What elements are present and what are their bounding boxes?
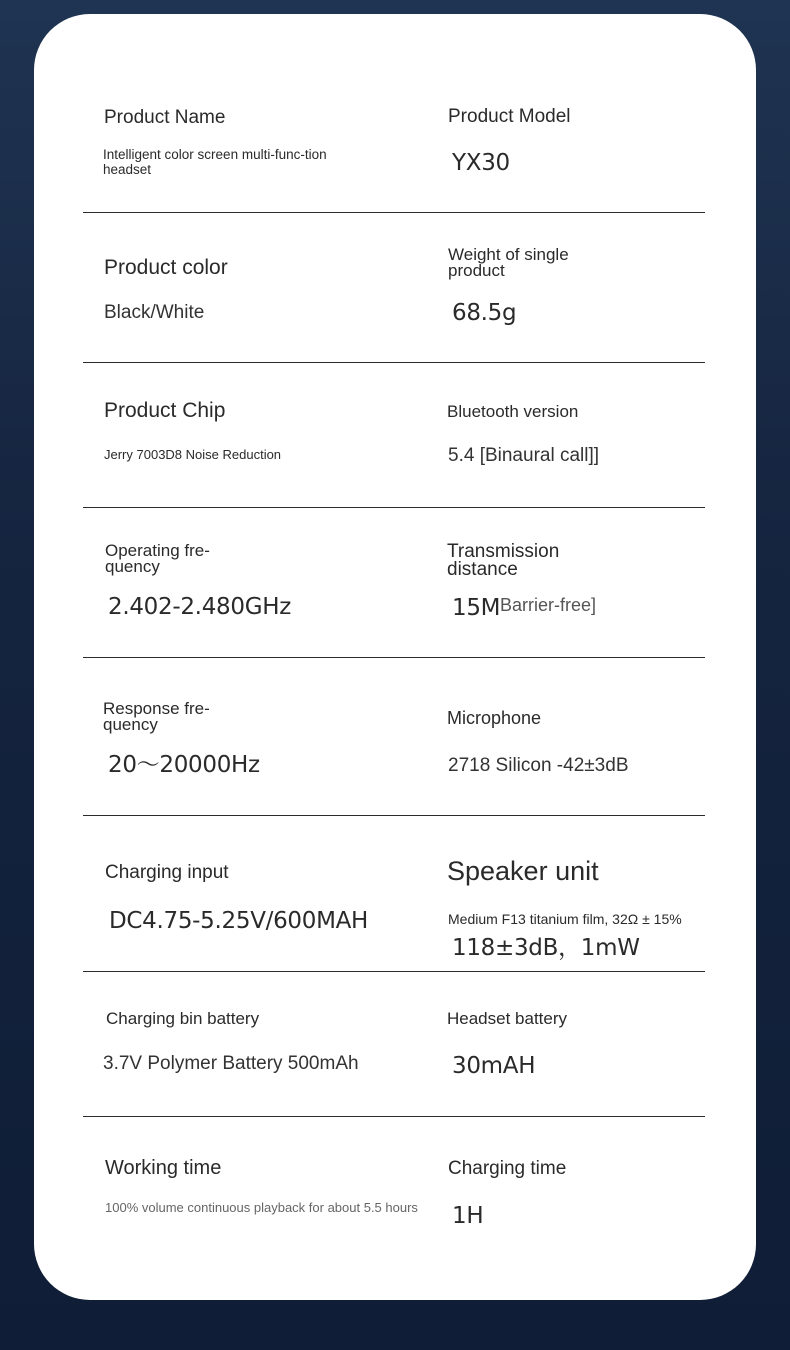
operating-frequency-label: Operating fre-quency [105,541,210,577]
bluetooth-value: 5.4 [Binaural call]] [448,445,600,466]
charging-input-value: DC4.75-5.25V/600MAH [109,908,369,934]
charging-time-label: Charging time [448,1158,567,1179]
product-color-label: Product color [104,256,228,279]
operating-frequency-value: 2.402-2.480GHz [108,594,291,620]
chip-label: Product Chip [104,399,226,422]
divider [83,971,705,972]
charging-time-value: 1H [452,1203,484,1229]
response-frequency-value: 20〜20000Hz [108,752,260,778]
product-model-value: YX30 [452,150,510,176]
divider [83,1116,705,1117]
divider [83,657,705,658]
weight-label: Weight of single product [448,245,569,281]
product-color-value: Black/White [104,302,205,323]
product-name-value: Intelligent color screen multi-func-tion headset [103,147,327,177]
headset-battery-label: Headset battery [447,1009,568,1028]
headset-battery-value: 30mAH [452,1053,536,1079]
product-name-label: Product Name [104,107,226,128]
speaker-unit-value: 118±3dB，1mW [452,935,640,961]
transmission-distance-value: 15M [452,595,501,621]
charging-bin-battery-label: Charging bin battery [106,1009,260,1028]
divider [83,212,705,213]
divider [83,507,705,508]
chip-value: Jerry 7003D8 Noise Reduction [104,447,282,462]
speaker-unit-label: Speaker unit [447,856,599,886]
microphone-label: Microphone [447,708,542,728]
microphone-value: 2718 Silicon -42±3dB [448,755,629,776]
speaker-unit-note: Medium F13 titanium film, 32Ω ± 15% [448,911,682,927]
working-time-value: 100% volume continuous playback for about 5.5 hours [105,1200,418,1215]
charging-input-label: Charging input [105,862,229,883]
charging-bin-battery-value: 3.7V Polymer Battery 500mAh [103,1053,359,1074]
bluetooth-label: Bluetooth version [447,402,579,421]
working-time-label: Working time [105,1157,222,1179]
product-model-label: Product Model [448,106,571,127]
weight-value: 68.5g [452,300,517,326]
transmission-distance-label: Transmission distance [447,541,560,581]
response-frequency-label: Response fre-quency [103,699,210,735]
divider [83,362,705,363]
divider [83,815,705,816]
spec-card [34,14,756,1300]
transmission-distance-note: Barrier-free] [500,595,597,615]
